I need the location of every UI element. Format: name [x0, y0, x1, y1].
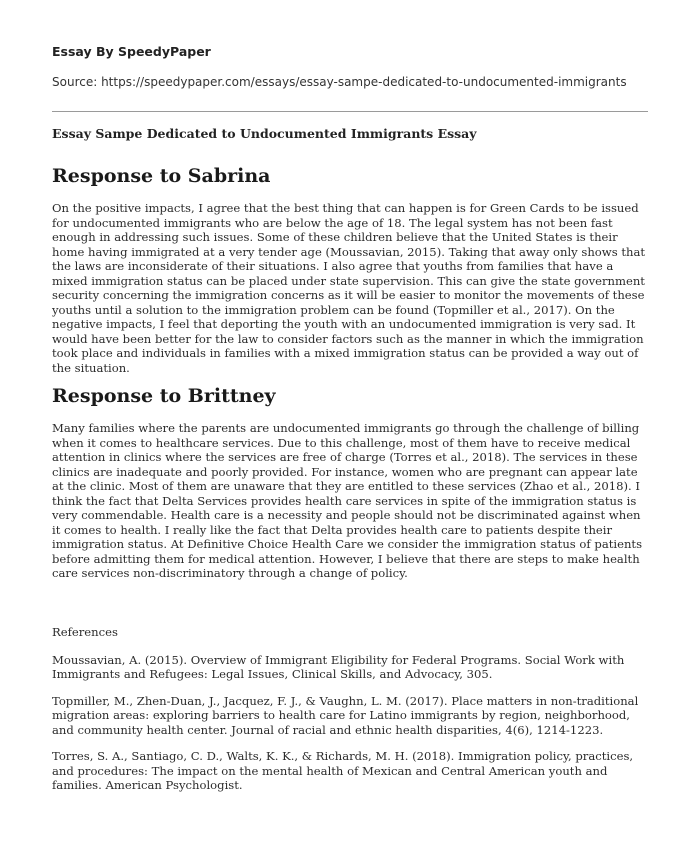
- brand-title: Essay By SpeedyPaper: [52, 44, 211, 59]
- section-body-sabrina: On the positive impacts, I agree that the best thing that can happen is for Green Cards to be issued for undocumented immigrants who are below the age of 18. The legal system has not been fast enough in addressing such issues. Some of these children believe that the United States is their home having immigrated at a very tender age (Moussavian, 2015). Taking that away only shows that the laws are inconsiderate of their situations. I also agree that youths from families that have a mixed immigration status can be placed under state supervision. This can give the state government security concerning the immigration concerns as it will be easier to monitor the movements of these youths until a solution to the immigration problem can be found (Topmiller et al., 2017). On the negative impacts, I feel that deporting the youth with an undocumented immigration is very sad. It would have been better for the law to consider factors such as the manner in which the immigration took place and individuals in families with a mixed immigration status can be provided a way out of the situation.: [52, 201, 646, 375]
- essay-title: Essay Sampe Dedicated to Undocumented Immigrants Essay: [52, 126, 477, 141]
- references-label: References: [52, 624, 118, 639]
- section-body-brittney: Many families where the parents are undocumented immigrants go through the challenge of billing when it comes to healthcare services. Due to this challenge, most of them have to receive medical attention in clinics where the services are free of charge (Torres et al., 2018). The services in these clinics are inadequate and poorly provided. For instance, women who are pregnant can appear late at the clinic. Most of them are unaware that they are entitled to these services (Zhao et al., 2018). I think the fact that Delta Services provides health care services in spite of the immigration status is very commendable. Health care is a necessity and people should not be discriminated against when it comes to health. I really like the fact that Delta provides health care to patients despite their immigration status. At Definitive Choice Health Care we consider the immigration status of patients before admitting them for medical attention. However, I believe that there are steps to make health care services non-discriminatory through a change of policy.: [52, 421, 643, 580]
- reference-item: Moussavian, A. (2015). Overview of Immigrant Eligibility for Federal Programs. Social Work with Immigrants and Refugees: Legal Issues, Clinical Skills, and Advocacy, 305.: [52, 652, 625, 681]
- section-heading-sabrina: Response to Sabrina: [52, 165, 271, 187]
- reference-item: Topmiller, M., Zhen-Duan, J., Jacquez, F. J., & Vaughn, L. M. (2017). Place matters in non-traditional migration areas: exploring barriers to health care for Latino immigrants by region, neighborhood, and community health center. Journal of racial and ethnic health disparities, 4(6), 1214-1223.: [52, 693, 639, 737]
- source-line: Source: https://speedypaper.com/essays/essay-sampe-dedicated-to-undocumented-immigrants: [52, 75, 627, 89]
- header-divider: [52, 111, 648, 112]
- reference-item: Torres, S. A., Santiago, C. D., Walts, K. K., & Richards, M. H. (2018). Immigration policy, practices, and procedures: The impact on the mental health of Mexican and Central American youth and families. American Psychologist.: [52, 749, 634, 792]
- section-heading-brittney: Response to Brittney: [52, 385, 276, 407]
